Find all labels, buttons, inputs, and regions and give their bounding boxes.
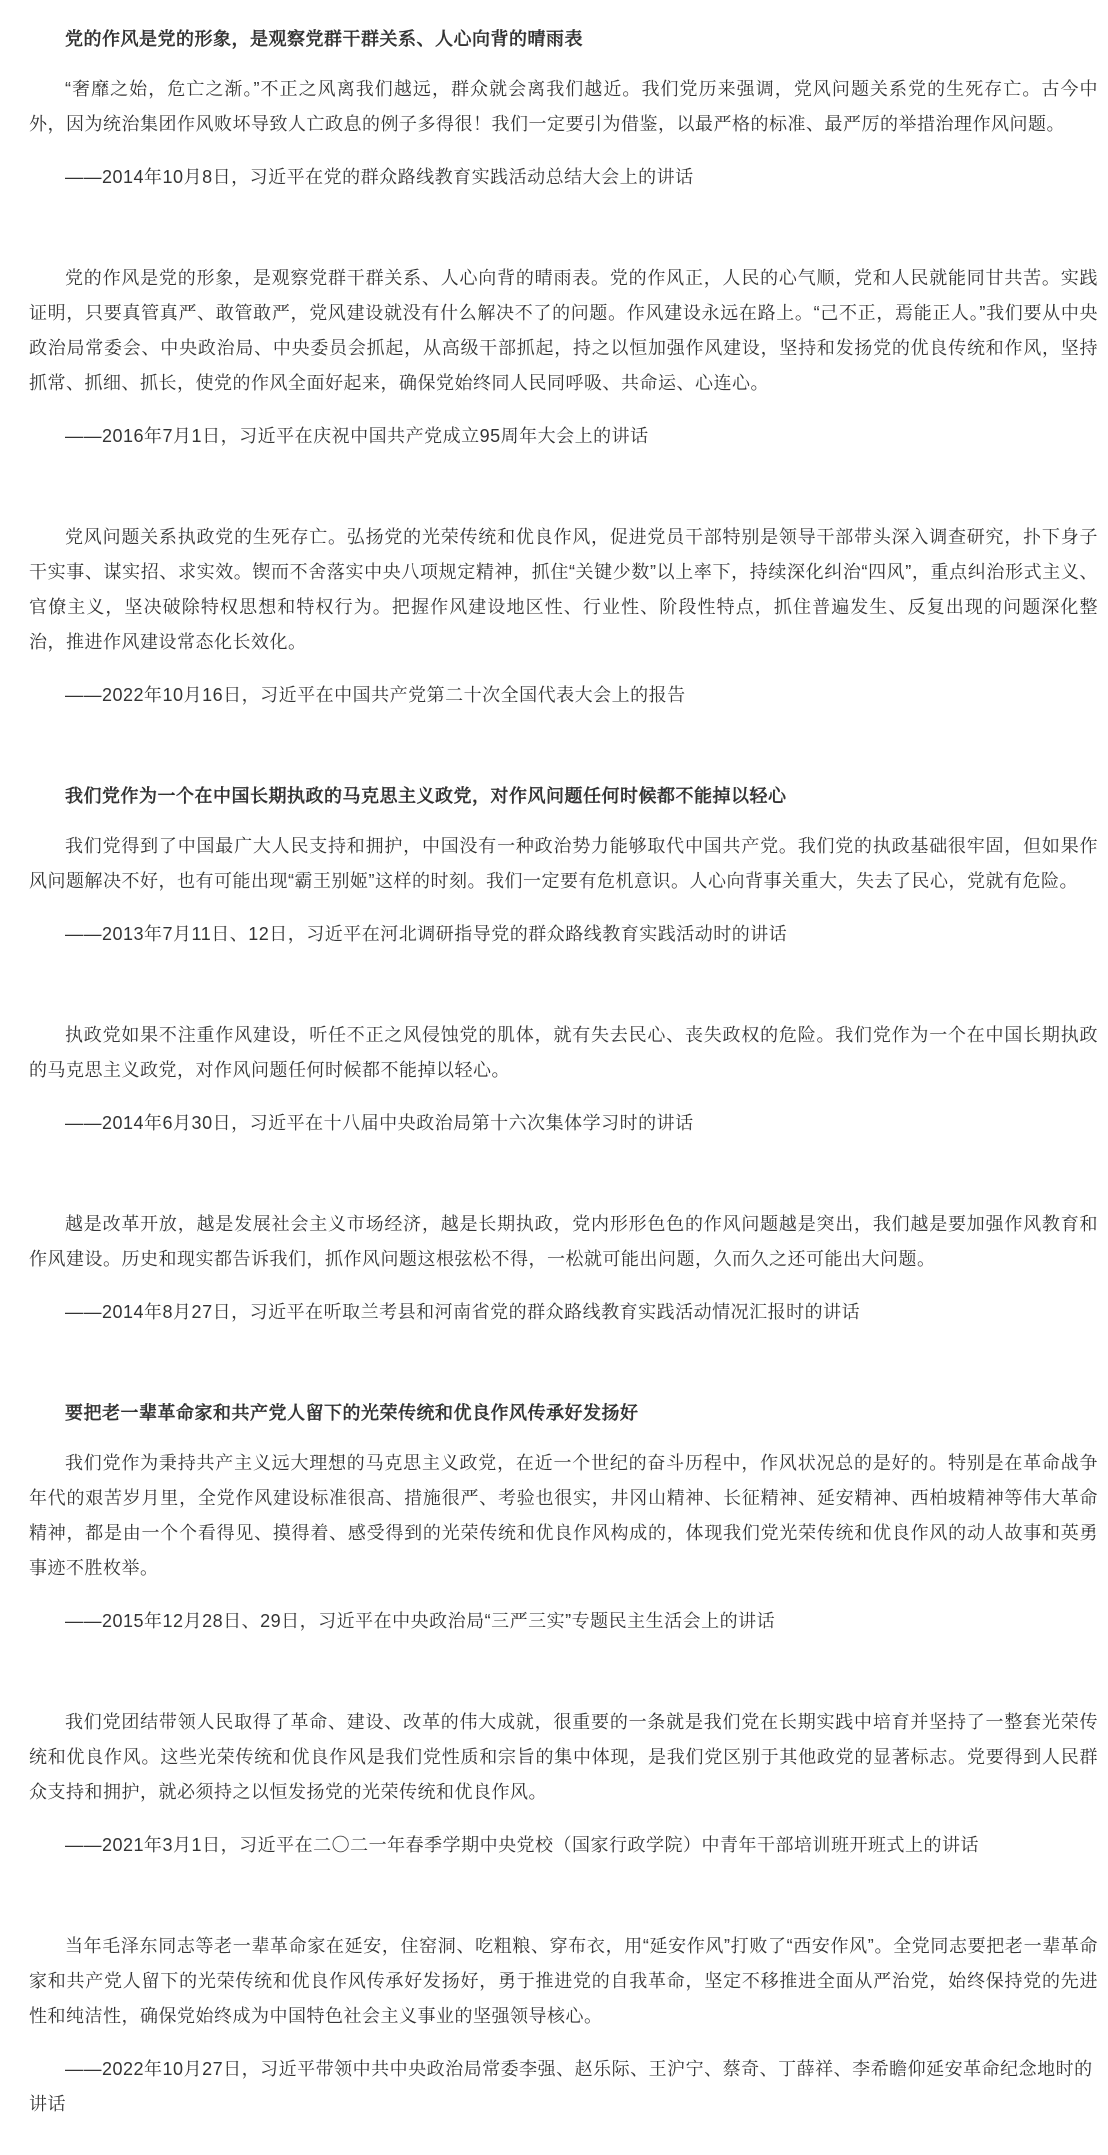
- section-heading: 要把老一辈革命家和共产党人留下的光荣传统和优良作风传承好发扬好: [65, 1403, 639, 1423]
- section-never-relax-vigilance: [29, 779, 1098, 1330]
- quote-paragraph: 越是改革开放，越是发展社会主义市场经济，越是长期执政，党内形形色色的作风问题越是突出，我们越是要加强作风教育和作风建设。历史和现实都告诉我们，抓作风问题这根弦松不得，一松就可能出问题，久而久之还可能出大问题。: [29, 1214, 1098, 1269]
- quote-block: [29, 1018, 1098, 1141]
- quote-paragraph: 当年毛泽东同志等老一辈革命家在延安，住窑洞、吃粗粮、穿布衣，用“延安作风”打败了“西安作风”。全党同志要把老一辈革命家和共产党人留下的光荣传统和优良作风传承好发扬好，勇于推进党的自我革命，坚定不移推进全面从严治党，始终保持党的先进性和纯洁性，确保党始终成为中国特色社会主义事业的坚强领导核心。: [29, 1936, 1098, 2026]
- quote-attribution: ——2014年8月27日，习近平在听取兰考县和河南省党的群众路线教育实践活动情况汇报时的讲话: [65, 1302, 861, 1322]
- quote-block: [29, 72, 1098, 195]
- quote-block: [29, 1929, 1098, 2122]
- section-carry-forward-traditions: [29, 1396, 1098, 2122]
- quote-attribution: ——2015年12月28日、29日，习近平在中央政治局“三严三实”专题民主生活会上的讲话: [65, 1611, 776, 1631]
- quote-paragraph: 我们党作为秉持共产主义远大理想的马克思主义政党，在近一个世纪的奋斗历程中，作风状况总的是好的。特别是在革命战争年代的艰苦岁月里，全党作风建设标准很高、措施很严、考验也很实，井冈山精神、长征精神、延安精神、西柏坡精神等伟大革命精神，都是由一个个看得见、摸得着、感受得到的光荣传统和优良作风构成的，体现我们党光荣传统和优良作风的动人故事和英勇事迹不胜枚举。: [29, 1453, 1098, 1578]
- quote-paragraph: 执政党如果不注重作风建设，听任不正之风侵蚀党的肌体，就有失去民心、丧失政权的危险。我们党作为一个在中国长期执政的马克思主义政党，对作风问题任何时候都不能掉以轻心。: [29, 1025, 1098, 1080]
- quote-paragraph: 我们党得到了中国最广大人民支持和拥护，中国没有一种政治势力能够取代中国共产党。我们党的执政基础很牢固，但如果作风问题解决不好，也有可能出现“霸王别姬”这样的时刻。我们一定要有危机意识。人心向背事关重大，失去了民心，党就有危险。: [29, 836, 1098, 891]
- quote-paragraph: 我们党团结带领人民取得了革命、建设、改革的伟大成就，很重要的一条就是我们党在长期实践中培育并坚持了一整套光荣传统和优良作风。这些光荣传统和优良作风是我们党性质和宗旨的集中体现，是我们党区别于其他政党的显著标志。党要得到人民群众支持和拥护，就必须持之以恒发扬党的光荣传统和优良作风。: [29, 1712, 1098, 1802]
- quote-attribution: ——2013年7月11日、12日，习近平在河北调研指导党的群众路线教育实践活动时的讲话: [65, 924, 788, 944]
- quote-attribution: ——2014年6月30日，习近平在十八届中央政治局第十六次集体学习时的讲话: [65, 1113, 694, 1133]
- section-heading: 党的作风是党的形象，是观察党群干群关系、人心向背的晴雨表: [65, 29, 583, 49]
- quote-block: [29, 261, 1098, 454]
- quote-paragraph: 党风问题关系执政党的生死存亡。弘扬党的光荣传统和优良作风，促进党员干部特别是领导干部带头深入调查研究，扑下身子干实事、谋实招、求实效。锲而不舍落实中央八项规定精神，抓住“关键少数”以上率下，持续深化纠治“四风”，重点纠治形式主义、官僚主义，坚决破除特权思想和特权行为。把握作风建设地区性、行业性、阶段性特点，抓住普遍发生、反复出现的问题深化整治，推进作风建设常态化长效化。: [29, 527, 1098, 652]
- quote-block: [29, 1207, 1098, 1330]
- quote-block: [29, 520, 1098, 713]
- quote-attribution: ——2022年10月16日，习近平在中国共产党第二十次全国代表大会上的报告: [65, 685, 686, 705]
- section-party-conduct-image: [29, 22, 1098, 713]
- quote-paragraph: “奢靡之始，危亡之渐。”不正之风离我们越远，群众就会离我们越近。我们党历来强调，党风问题关系党的生死存亡。古今中外，因为统治集团作风败坏导致人亡政息的例子多得很！我们一定要引为借鉴，以最严格的标准、最严厉的举措治理作风问题。: [29, 79, 1098, 134]
- quote-paragraph: 党的作风是党的形象，是观察党群干群关系、人心向背的晴雨表。党的作风正，人民的心气顺，党和人民就能同甘共苦。实践证明，只要真管真严、敢管敢严，党风建设就没有什么解决不了的问题。作风建设永远在路上。“己不正，焉能正人。”我们要从中央政治局常委会、中央政治局、中央委员会抓起，从高级干部抓起，持之以恒加强作风建设，坚持和发扬党的优良传统和作风，坚持抓常、抓细、抓长，使党的作风全面好起来，确保党始终同人民同呼吸、共命运、心连心。: [29, 268, 1098, 393]
- quote-attribution: ——2022年10月27日，习近平带领中共中央政治局常委李强、赵乐际、王沪宁、蔡奇、丁薛祥、李希瞻仰延安革命纪念地时的讲话: [29, 2059, 1093, 2114]
- quote-block: [29, 1446, 1098, 1639]
- quote-attribution: ——2016年7月1日，习近平在庆祝中国共产党成立95周年大会上的讲话: [65, 426, 649, 446]
- section-heading: 我们党作为一个在中国长期执政的马克思主义政党，对作风问题任何时候都不能掉以轻心: [65, 786, 787, 806]
- quote-attribution: ——2014年10月8日，习近平在党的群众路线教育实践活动总结大会上的讲话: [65, 167, 694, 187]
- quote-block: [29, 829, 1098, 952]
- quote-attribution: ——2021年3月1日，习近平在二〇二一年春季学期中央党校（国家行政学院）中青年干部培训班开班式上的讲话: [65, 1835, 980, 1855]
- quote-block: [29, 1705, 1098, 1863]
